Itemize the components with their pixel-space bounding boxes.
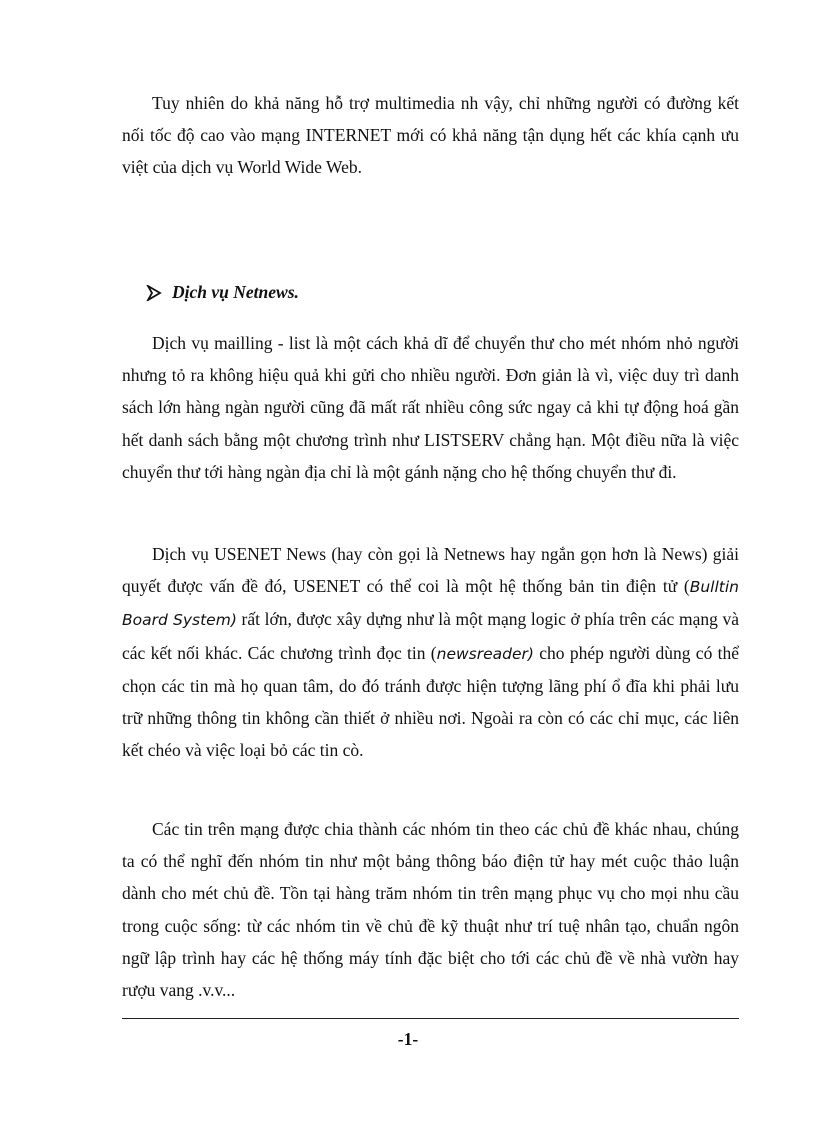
paragraph-usenet — [122, 538, 739, 766]
arrow-bullet-icon — [146, 285, 162, 301]
section-heading-text: Dịch vụ Netnews. — [172, 282, 299, 302]
paragraph-mailing-list: Dịch vụ mailling - list là một cách khả dĩ để chuyển thư cho mét nhóm nhỏ người nhưng tỏ ra không hiệu quả khi gửi cho nhiều người. Đơn giản là vì, việc duy trì danh sách lớn hàng ngàn người cũng đã mất rất nhiều công sức ngay cả khi tự động hoá gần hết danh sách bằng một chương trình như LISTSERV chẳng hạn. Một điều nữa là việc chuyển thư tới hàng ngàn địa chỉ là một gánh nặng cho hệ thống chuyển thư đi. — [122, 333, 739, 482]
term-bulletin-board: Bulltin Board System) — [122, 578, 739, 630]
page-number: -1- — [397, 1029, 419, 1049]
footer-divider — [122, 1018, 739, 1019]
usenet-text-a: Dịch vụ USENET News (hay còn gọi là Netnews hay ngắn gọn hơn là News) giải quyết được vấn đề đó, USENET có thể coi là một hệ thống bản tin điện tử ( — [122, 544, 739, 597]
usenet-text-c: cho phép người dùng có thể chọn các tin mà họ quan tâm, do đó tránh được hiện tượng lãng phí ổ đĩa khi phải lưu trữ những thông tin không cần thiết ở nhiều nơi. Ngoài ra còn có các chỉ mục, các liên kết chéo và việc loại bỏ các tin cò. — [122, 642, 739, 761]
paragraph-www-intro: Tuy nhiên do khả năng hỗ trợ multimedia nh vậy, chỉ những người có đường kết nối tốc độ cao vào mạng INTERNET mới có khả năng tận dụng hết các khía cạnh ưu việt của dịch vụ World Wide Web. — [122, 93, 739, 178]
paragraph-newsgroups: Các tin trên mạng được chia thành các nhóm tin theo các chủ đề khác nhau, chúng ta có thể nghĩ đến nhóm tin như một bảng thông báo điện tử hay mét cuộc thảo luận dành cho mét chủ đề. Tồn tại hàng trăm nhóm tin trên mạng phục vụ cho mọi nhu cầu trong cuộc sống: từ các nhóm tin về chủ đề kỹ thuật như trí tuệ nhân tạo, chuẩn ngôn ngữ lập trình hay các hệ thống máy tính đặc biệt cho tới các chủ đề về nhà vườn hay rượu vang .v.v... — [122, 819, 739, 1001]
section-heading-netnews — [146, 282, 299, 303]
term-newsreader: newsreader) — [436, 644, 534, 663]
usenet-text-b: rất lớn, được xây dựng như là một mạng logic ở phía trên các mạng và các kết nối khác. Các chương trình đọc tin ( — [122, 609, 739, 663]
